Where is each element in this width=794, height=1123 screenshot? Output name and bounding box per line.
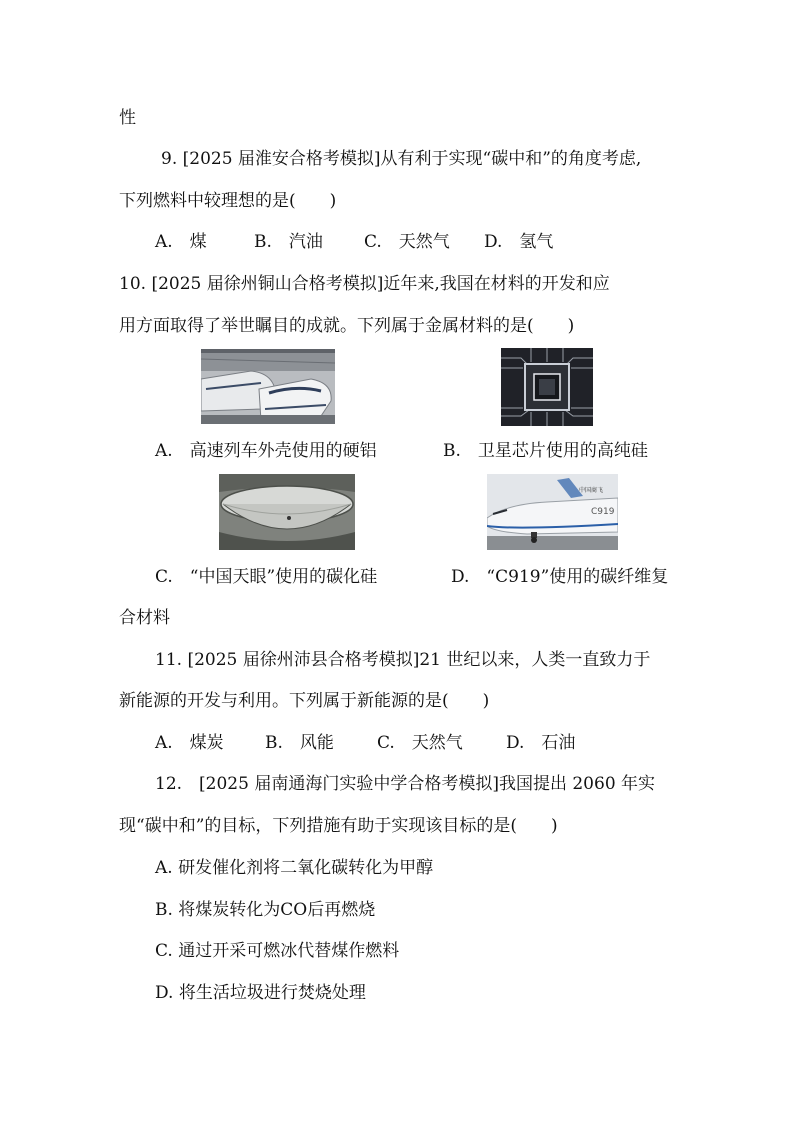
q12-option-b: B. 将煤炭转化为CO后再燃烧 bbox=[155, 900, 376, 920]
q10-option-c: C. “中国天眼”使用的碳化硅 bbox=[155, 567, 378, 587]
q10-option-b: B. 卫星芯片使用的高纯硅 bbox=[443, 441, 648, 461]
q11-stem-line2: 新能源的开发与利用。下列属于新能源的是( ) bbox=[119, 691, 490, 711]
q11-options bbox=[155, 732, 575, 754]
q12-stem-line1: 12. [2025 届南通海门实验中学合格考模拟]我国提出 2060 年实 bbox=[155, 774, 656, 794]
svg-text:中国商飞: 中国商飞 bbox=[579, 487, 604, 494]
svg-text:C919: C919 bbox=[591, 507, 615, 517]
q11-option-a: A. 煤炭 bbox=[155, 733, 224, 753]
q10-option-d-continued: 合材料 bbox=[119, 608, 170, 628]
q12-option-d: D. 将生活垃圾进行焚烧处理 bbox=[155, 983, 366, 1003]
q11-option-b: B. 风能 bbox=[265, 733, 334, 753]
high-speed-train-image bbox=[201, 349, 335, 424]
q9-option-a: A. 煤 bbox=[155, 232, 207, 252]
q9-stem-line1: 9. [2025 届淮安合格考模拟]从有利于实现“碳中和”的角度考虑, bbox=[161, 149, 642, 169]
q10-option-a: A. 高速列车外壳使用的硬铝 bbox=[155, 441, 377, 461]
q11-option-c: C. 天然气 bbox=[377, 733, 463, 753]
c919-aircraft-image bbox=[487, 474, 618, 550]
q10-stem-line2: 用方面取得了举世瞩目的成就。下列属于金属材料的是( ) bbox=[119, 316, 575, 336]
q11-stem-line1: 11. [2025 届徐州沛县合格考模拟]21 世纪以来，人类一直致力于 bbox=[155, 650, 651, 670]
q12-option-a: A. 研发催化剂将二氧化碳转化为甲醇 bbox=[155, 858, 434, 878]
china-sky-eye-image bbox=[219, 474, 355, 550]
q11-option-d: D. 石油 bbox=[506, 733, 576, 753]
q12-option-c: C. 通过开采可燃冰代替煤作燃料 bbox=[155, 941, 400, 961]
q9-options bbox=[155, 231, 553, 253]
q12-stem-line2: 现“碳中和”的目标，下列措施有助于实现该目标的是( ) bbox=[119, 816, 558, 836]
q9-stem-line2: 下列燃料中较理想的是( ) bbox=[119, 191, 337, 211]
q9-option-c: C. 天然气 bbox=[364, 232, 450, 252]
q10-stem-line1: 10. [2025 届徐州铜山合格考模拟]近年来,我国在材料的开发和应 bbox=[119, 274, 610, 294]
carry-over-text: 性 bbox=[119, 108, 136, 128]
q9-option-d: D. 氢气 bbox=[484, 232, 554, 252]
satellite-chip-image bbox=[501, 348, 593, 426]
q10-option-d: D. “C919”使用的碳纤维复 bbox=[451, 567, 669, 587]
q9-option-b: B. 汽油 bbox=[254, 232, 323, 252]
